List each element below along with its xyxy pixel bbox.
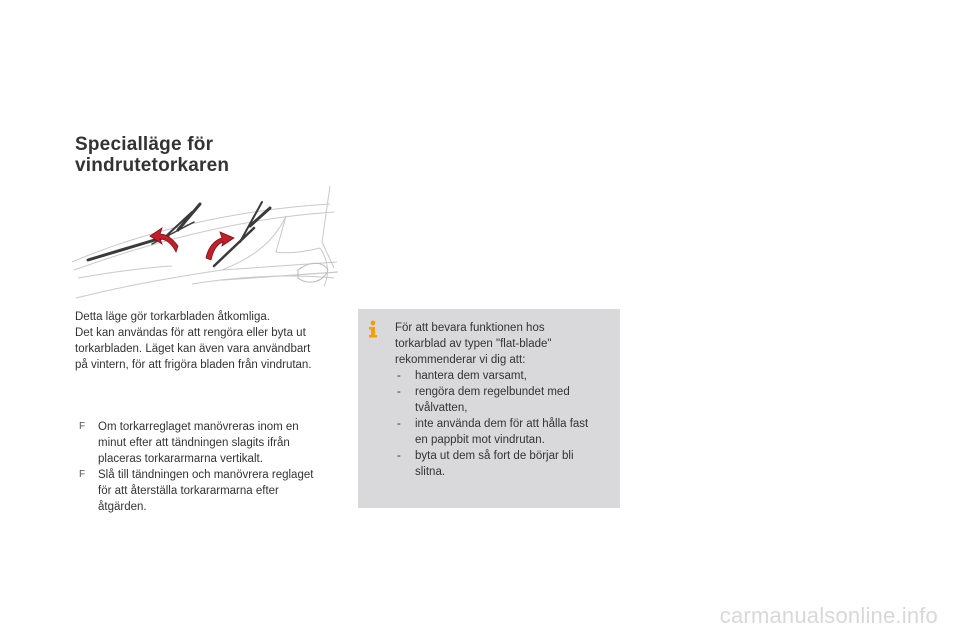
step-marker: F xyxy=(79,469,86,480)
info-intro xyxy=(395,320,617,368)
step-marker: F xyxy=(79,421,86,432)
intro-line: Det kan användas för att rengöra eller byta ut xyxy=(75,327,306,339)
intro-line: Detta läge gör torkarbladen åtkomliga. xyxy=(75,311,270,323)
info-bullet xyxy=(395,368,617,384)
info-bullet xyxy=(395,384,617,416)
info-line: rekommenderar vi dig att: xyxy=(395,354,526,366)
bullet-line: rengöra dem regelbundet med xyxy=(415,386,570,398)
watermark: carmanualsonline.info xyxy=(719,603,938,628)
info-box xyxy=(358,309,620,508)
intro-line: på vintern, för att frigöra bladen från vindrutan. xyxy=(75,359,312,371)
bullet-line: en pappbit mot vindrutan. xyxy=(415,434,545,446)
bullet-line: inte använda dem för att hålla fast xyxy=(415,418,589,430)
info-line: torkarblad av typen "flat-blade" xyxy=(395,338,552,350)
instruction-line: minut efter att tändningen slagits ifrån xyxy=(98,437,290,449)
instruction-line: åtgärden. xyxy=(98,501,147,513)
instruction-item xyxy=(75,419,345,467)
intro-line: torkarbladen. Läget kan även vara användbart xyxy=(75,343,311,355)
title-line: Specialläge för xyxy=(75,134,214,155)
bullet-dash: - xyxy=(397,370,401,382)
instruction-line: placeras torkararmarna vertikalt. xyxy=(98,453,263,465)
info-line: För att bevara funktionen hos xyxy=(395,322,545,334)
instruction-list xyxy=(75,419,345,515)
bullet-line: tvålvatten, xyxy=(415,402,468,414)
intro-paragraph xyxy=(75,309,345,373)
bullet-line: slitna. xyxy=(415,466,446,478)
title-line: vindrutetorkaren xyxy=(75,155,230,176)
info-bullet xyxy=(395,448,617,480)
instruction-line: Om torkarreglaget manövreras inom en xyxy=(98,421,299,433)
instruction-item xyxy=(75,467,345,515)
bullet-dash: - xyxy=(397,418,401,430)
bullet-dash: - xyxy=(397,386,401,398)
page-title xyxy=(75,134,229,176)
bullet-line: hantera dem varsamt, xyxy=(415,370,527,382)
bullet-line: byta ut dem så fort de börjar bli xyxy=(415,450,574,462)
info-bullet-list xyxy=(395,368,617,480)
info-text xyxy=(395,320,617,480)
info-bullet xyxy=(395,416,617,448)
bullet-dash: - xyxy=(397,450,401,462)
instruction-line: Slå till tändningen och manövrera reglaget xyxy=(98,469,314,481)
instruction-line: för att återställa torkararmarna efter xyxy=(98,485,279,497)
wiper-service-position-illustration xyxy=(72,182,338,300)
info-icon xyxy=(366,320,380,338)
